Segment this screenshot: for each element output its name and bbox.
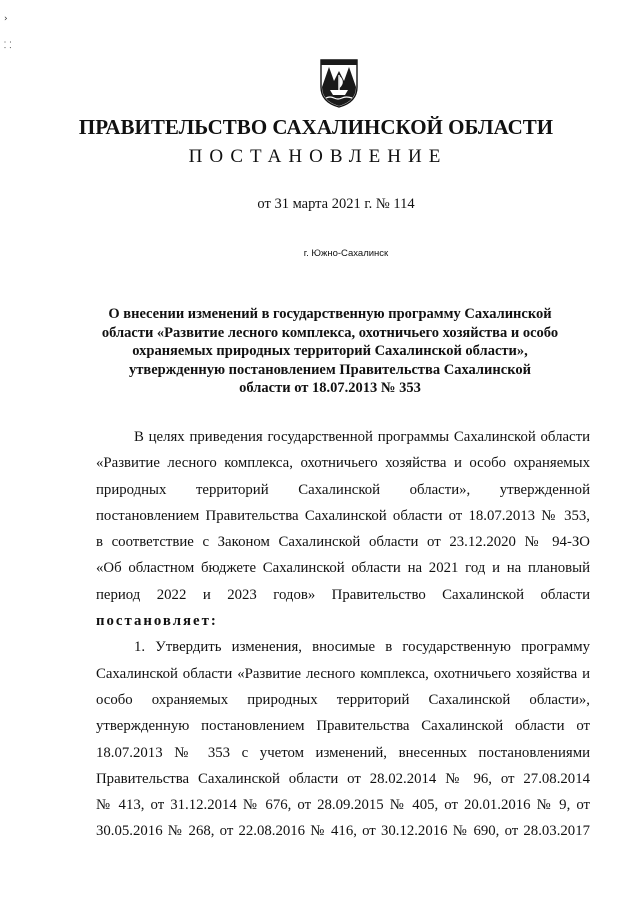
scan-mark-icon: › [4,14,8,24]
body-line: особо охраняемых природных территорий Сахалинской области», [96,691,590,708]
body-line: Правительства Сахалинской области от 28.02.2014 № 96, от 27.08.2014 [96,770,590,787]
document-body [96,424,590,845]
coat-of-arms-icon [318,57,360,109]
body-line: «Об областном бюджете Сахалинской области на 2021 год и на плановый [96,560,590,577]
city-name: г. Южно-Сахалинск [303,248,389,259]
title-line: охраняемых природных территорий Сахалинской области», [132,343,528,359]
body-line: 30.05.2016 № 268, от 22.08.2016 № 416, от 30.12.2016 № 690, от 28.03.2017 [96,823,590,840]
body-line: период 2022 и 2023 годов» Правительство Сахалинской области [96,586,590,603]
title-line: утвержденную постановлением Правительства Сахалинской [129,361,531,378]
document-title [92,305,568,398]
body-line: В целях приведения государственной программы Сахалинской области [134,429,590,445]
body-line: утвержденную постановлением Правительства Сахалинской области от [96,718,590,735]
body-line: № 413, от 31.12.2014 № 676, от 28.09.2015 № 405, от 20.01.2016 № 9, от [96,797,590,814]
organization-name: ПРАВИТЕЛЬСТВО САХАЛИНСКОЙ ОБЛАСТИ [78,115,554,139]
body-line: в соответствие с Законом Сахалинской области от 23.12.2020 № 94-ЗО [96,534,590,551]
body-line: Сахалинской области «Развитие лесного комплекса, охотничьего хозяйства и [96,665,590,682]
body-line: природных территорий Сахалинской области», утвержденной [96,481,590,498]
body-line-resolves: постановляет: [96,613,218,630]
body-line: 18.07.2013 № 353 с учетом изменений, внесенных постановлениями [96,744,590,761]
title-line: области от 18.07.2013 № 353 [239,380,421,396]
document-date-number: от 31 марта 2021 г. № 114 [257,196,415,212]
title-line: О внесении изменений в государственную программу Сахалинской [108,306,552,322]
body-line: «Развитие лесного комплекса, охотничьего хозяйства и особо охраняемых [96,455,590,472]
document-type: ПОСТАНОВЛЕНИЕ [188,146,448,167]
scan-mark-icon: ⸬ [4,41,12,51]
body-line: постановлением Правительства Сахалинской области от 18.07.2013 № 353, [96,507,590,524]
body-line: 1. Утвердить изменения, вносимые в государственную программу [134,639,590,656]
title-line: области «Развитие лесного комплекса, охотничьего хозяйства и особо [101,324,559,341]
